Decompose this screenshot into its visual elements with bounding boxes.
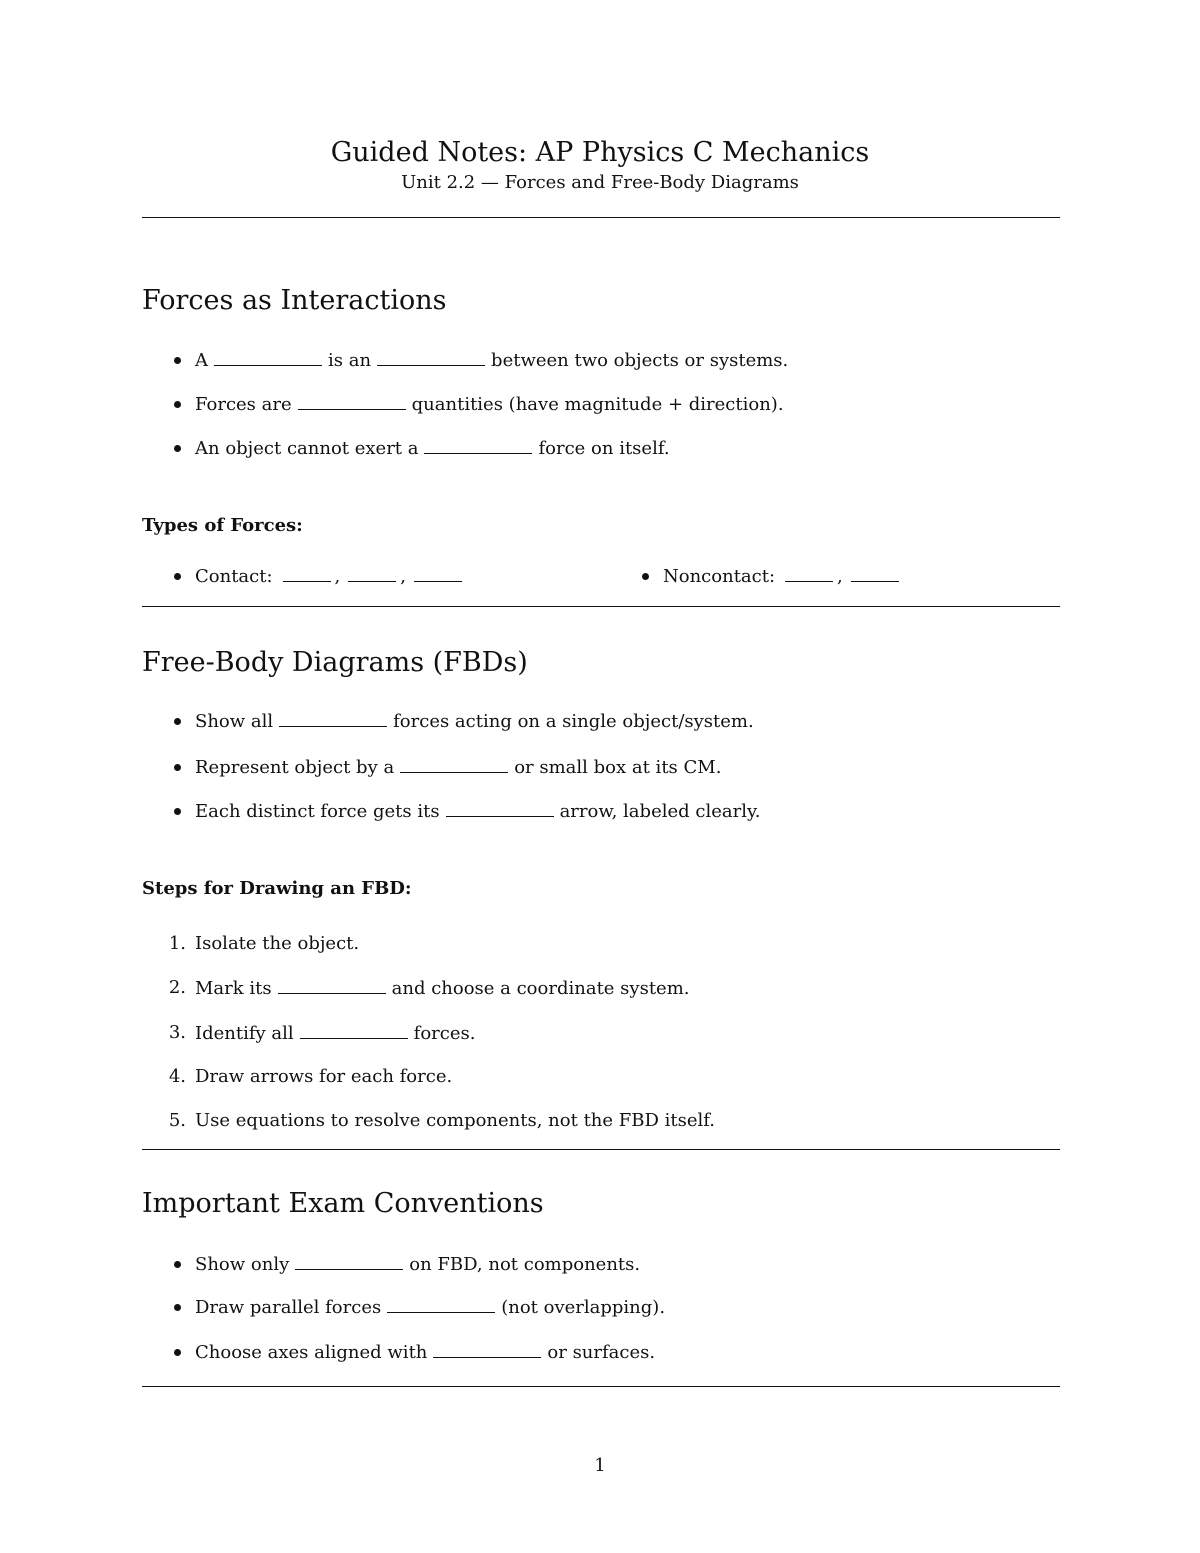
fill-in-blank[interactable] bbox=[433, 1340, 541, 1358]
item-text: forces. bbox=[413, 1023, 476, 1044]
fill-in-blank[interactable] bbox=[214, 348, 322, 366]
contact-label: Contact: bbox=[195, 566, 273, 587]
item-text: force on itself. bbox=[538, 438, 670, 459]
item-text: Isolate the object. bbox=[195, 933, 360, 954]
fill-in-blank[interactable] bbox=[348, 564, 396, 582]
item-text: Forces are bbox=[195, 394, 292, 415]
item-text: quantities (have magnitude + direction). bbox=[411, 394, 784, 415]
section-heading-fbd: Free-Body Diagrams (FBDs) bbox=[142, 647, 528, 678]
bullet-icon bbox=[174, 1349, 181, 1356]
item-text: between two objects or systems. bbox=[491, 350, 789, 371]
bullet-icon bbox=[174, 357, 181, 364]
bullet-icon bbox=[642, 573, 649, 580]
noncontact-label: Noncontact: bbox=[663, 566, 776, 587]
page-number: 1 bbox=[594, 1455, 606, 1476]
item-text: Draw parallel forces bbox=[195, 1297, 382, 1318]
fill-in-blank[interactable] bbox=[278, 976, 386, 994]
fill-in-blank[interactable] bbox=[414, 564, 462, 582]
item-text: Choose axes aligned with bbox=[195, 1342, 428, 1363]
bullet-icon bbox=[174, 808, 181, 815]
step-number: 3. bbox=[168, 1022, 186, 1043]
item-text: An object cannot exert a bbox=[195, 438, 419, 459]
fill-in-blank[interactable] bbox=[851, 564, 899, 582]
item-text: arrow, labeled clearly. bbox=[559, 801, 761, 822]
fill-in-blank[interactable] bbox=[424, 436, 532, 454]
fill-in-blank[interactable] bbox=[400, 755, 508, 773]
bullet-icon bbox=[174, 401, 181, 408]
step-number: 5. bbox=[168, 1110, 186, 1131]
bullet-icon bbox=[174, 1261, 181, 1268]
item-text: or small box at its CM. bbox=[514, 757, 722, 778]
bullet-icon bbox=[174, 718, 181, 725]
bullet-icon bbox=[174, 573, 181, 580]
item-text: is an bbox=[328, 350, 372, 371]
item-text: Show only bbox=[195, 1254, 290, 1275]
item-text: Represent object by a bbox=[195, 757, 395, 778]
comma: , bbox=[400, 566, 407, 587]
step-number: 1. bbox=[168, 933, 186, 954]
bullet-icon bbox=[174, 1304, 181, 1311]
subheading-types-of-forces: Types of Forces: bbox=[142, 515, 303, 536]
header-divider bbox=[142, 217, 1060, 218]
item-text: Identify all bbox=[195, 1023, 294, 1044]
fill-in-blank[interactable] bbox=[377, 348, 485, 366]
item-text: forces acting on a single object/system. bbox=[393, 711, 754, 732]
fill-in-blank[interactable] bbox=[295, 1252, 403, 1270]
fill-in-blank[interactable] bbox=[279, 709, 387, 727]
comma: , bbox=[837, 566, 843, 587]
step-number: 2. bbox=[168, 977, 186, 998]
section-divider bbox=[142, 606, 1060, 607]
bullet-icon bbox=[174, 445, 181, 452]
section-heading-conventions: Important Exam Conventions bbox=[142, 1188, 544, 1219]
fill-in-blank[interactable] bbox=[300, 1021, 408, 1039]
subheading-steps: Steps for Drawing an FBD: bbox=[142, 878, 412, 899]
section-divider bbox=[142, 1149, 1060, 1150]
item-text: A bbox=[195, 350, 208, 371]
item-text: Mark its bbox=[195, 978, 272, 999]
fill-in-blank[interactable] bbox=[283, 564, 331, 582]
section-heading-interactions: Forces as Interactions bbox=[142, 285, 447, 316]
fill-in-blank[interactable] bbox=[446, 799, 554, 817]
item-text: Draw arrows for each force. bbox=[195, 1066, 453, 1087]
item-text: (not overlapping). bbox=[501, 1297, 666, 1318]
item-text: or surfaces. bbox=[547, 1342, 656, 1363]
fill-in-blank[interactable] bbox=[785, 564, 833, 582]
page-title: Guided Notes: AP Physics C Mechanics bbox=[330, 137, 870, 168]
item-text: Each distinct force gets its bbox=[195, 801, 440, 822]
step-number: 4. bbox=[168, 1066, 186, 1087]
page-subtitle: Unit 2.2 — Forces and Free-Body Diagrams bbox=[401, 172, 799, 193]
item-text: Show all bbox=[195, 711, 274, 732]
item-text: and choose a coordinate system. bbox=[391, 978, 690, 999]
fill-in-blank[interactable] bbox=[387, 1295, 495, 1313]
section-divider bbox=[142, 1386, 1060, 1387]
item-text: on FBD, not components. bbox=[409, 1254, 641, 1275]
comma: , bbox=[334, 566, 341, 587]
bullet-icon bbox=[174, 764, 181, 771]
item-text: Use equations to resolve components, not the FBD itself. bbox=[195, 1110, 716, 1131]
fill-in-blank[interactable] bbox=[298, 392, 406, 410]
